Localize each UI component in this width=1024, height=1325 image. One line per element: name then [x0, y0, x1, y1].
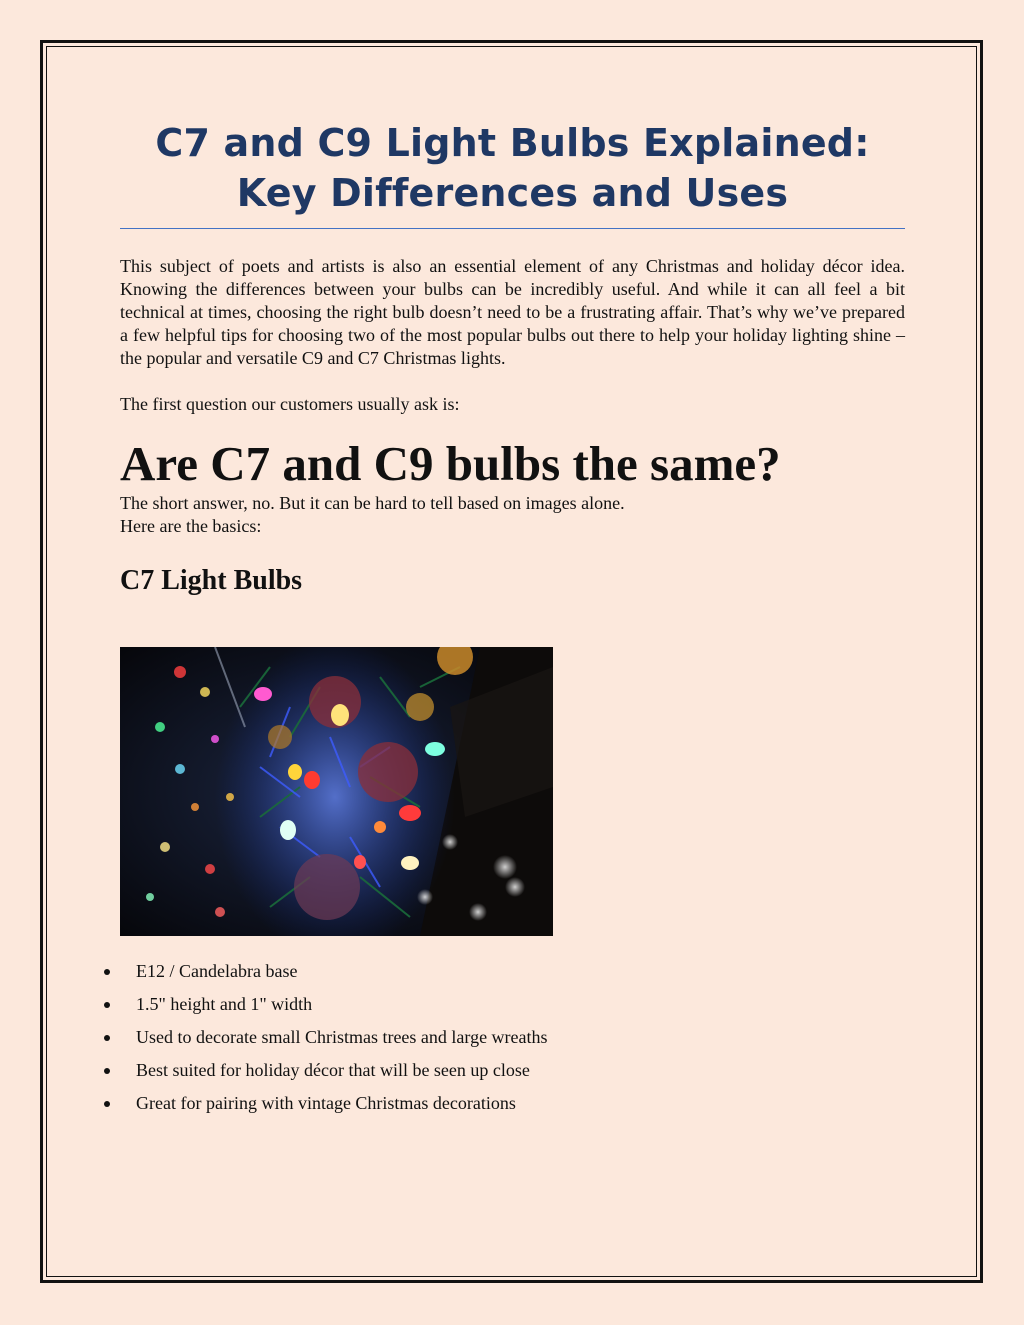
- list-item: [100, 1090, 548, 1123]
- c7-feature-list: [100, 958, 548, 1123]
- list-item-text: 1.5" height and 1" width: [136, 994, 313, 1014]
- document-title: C7 and C9 Light Bulbs Explained: Key Differences and Uses: [120, 118, 905, 229]
- short-answer: The short answer, no. But it can be hard to tell based on images alone.: [120, 493, 625, 513]
- question-heading: Are C7 and C9 bulbs the same?: [120, 436, 781, 491]
- list-item-text: Great for pairing with vintage Christmas decorations: [136, 1093, 516, 1113]
- intro-paragraph: This subject of poets and artists is also an essential element of any Christmas and holiday décor idea. Knowing the differences between your bulbs can be incredibly useful. And while it can all feel a bit technical at times, choosing the right bulb doesn’t need to be a frustrating affair. That’s why we’ve prepared a few helpful tips for choosing two of the most popular bulbs out there to help your holiday lighting shine – the popular and versatile C9 and C7 Christmas lights.: [120, 256, 905, 368]
- list-item: [100, 1024, 548, 1057]
- list-item-text: E12 / Candelabra base: [136, 961, 298, 981]
- document-body: [120, 118, 905, 598]
- christmas-lights-photo: [120, 647, 553, 936]
- bullet-icon: [104, 1068, 110, 1074]
- bullet-icon: [104, 969, 110, 975]
- section-heading-c7: C7 Light Bulbs: [120, 565, 303, 596]
- lead-in-sentence: The first question our customers usually ask is:: [120, 394, 460, 414]
- bullet-icon: [104, 1002, 110, 1008]
- list-item-text: Used to decorate small Christmas trees and large wreaths: [136, 1027, 548, 1047]
- list-item: [100, 958, 548, 991]
- list-item-text: Best suited for holiday décor that will be seen up close: [136, 1060, 530, 1080]
- basics-line: Here are the basics:: [120, 516, 262, 536]
- bullet-icon: [104, 1035, 110, 1041]
- list-item: [100, 1057, 548, 1090]
- list-item: [100, 991, 548, 1024]
- bullet-icon: [104, 1101, 110, 1107]
